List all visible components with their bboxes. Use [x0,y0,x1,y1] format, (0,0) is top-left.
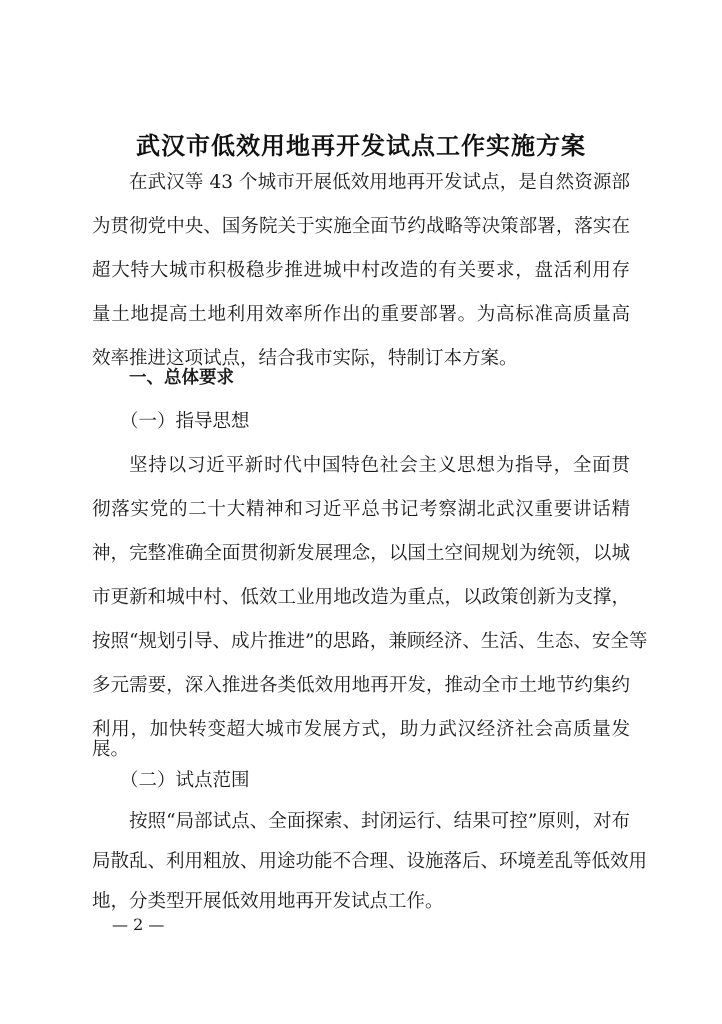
paragraph-line: 市更新和城中村、低效工业用地改造为重点，以政策创新为支撑， [92,587,630,608]
document-title: 武汉市低效用地再开发试点工作实施方案 [136,132,586,160]
paragraph-line: 为贯彻党中央、国务院关于实施全面节约战略等决策部署，落实在 [92,216,630,237]
paragraph-line: 量土地提高土地利用效率所作出的重要部署。为高标准高质量高 [92,304,630,325]
paragraph-line: 地，分类型开展低效用地再开发试点工作。 [92,891,444,912]
paragraph-line: 展。 [92,739,130,760]
paragraph-line: 神，完整准确全面贯彻新发展理念，以国土空间规划为统领，以城 [92,543,630,564]
subsection-heading: （一）指导思想 [120,411,250,432]
subsection-heading: （二）试点范围 [120,770,250,791]
paragraph-line: 彻落实党的二十大精神和习近平总书记考察湖北武汉重要讲话精 [92,499,630,520]
paragraph-line: 利用，加快转变超大城市发展方式，助力武汉经济社会高质量发 [92,719,630,740]
paragraph-line: 按照“规划引导、成片推进”的思路，兼顾经济、生活、生态、安全等 [92,631,648,652]
paragraph-line: 按照“局部试点、全面探索、封闭运行、结果可控”原则，对布 [129,811,630,832]
section-heading: 一、总体要求 [129,368,234,388]
paragraph-line: 多元需要，深入推进各类低效用地再开发，推动全市土地节约集约 [92,675,630,696]
paragraph-line: 效率推进这项试点，结合我市实际，特制订本方案。 [92,348,518,369]
paragraph-line: 超大特大城市积极稳步推进城中村改造的有关要求，盘活利用存 [92,260,630,281]
paragraph-line: 局散乱、利用粗放、用途功能不合理、设施落后、环境差乱等低效用 [92,851,648,872]
page-number: — 2 — [112,915,165,934]
paragraph-line: 在武汉等 43 个城市开展低效用地再开发试点，是自然资源部 [129,172,630,193]
paragraph-line: 坚持以习近平新时代中国特色社会主义思想为指导，全面贯 [129,455,630,476]
